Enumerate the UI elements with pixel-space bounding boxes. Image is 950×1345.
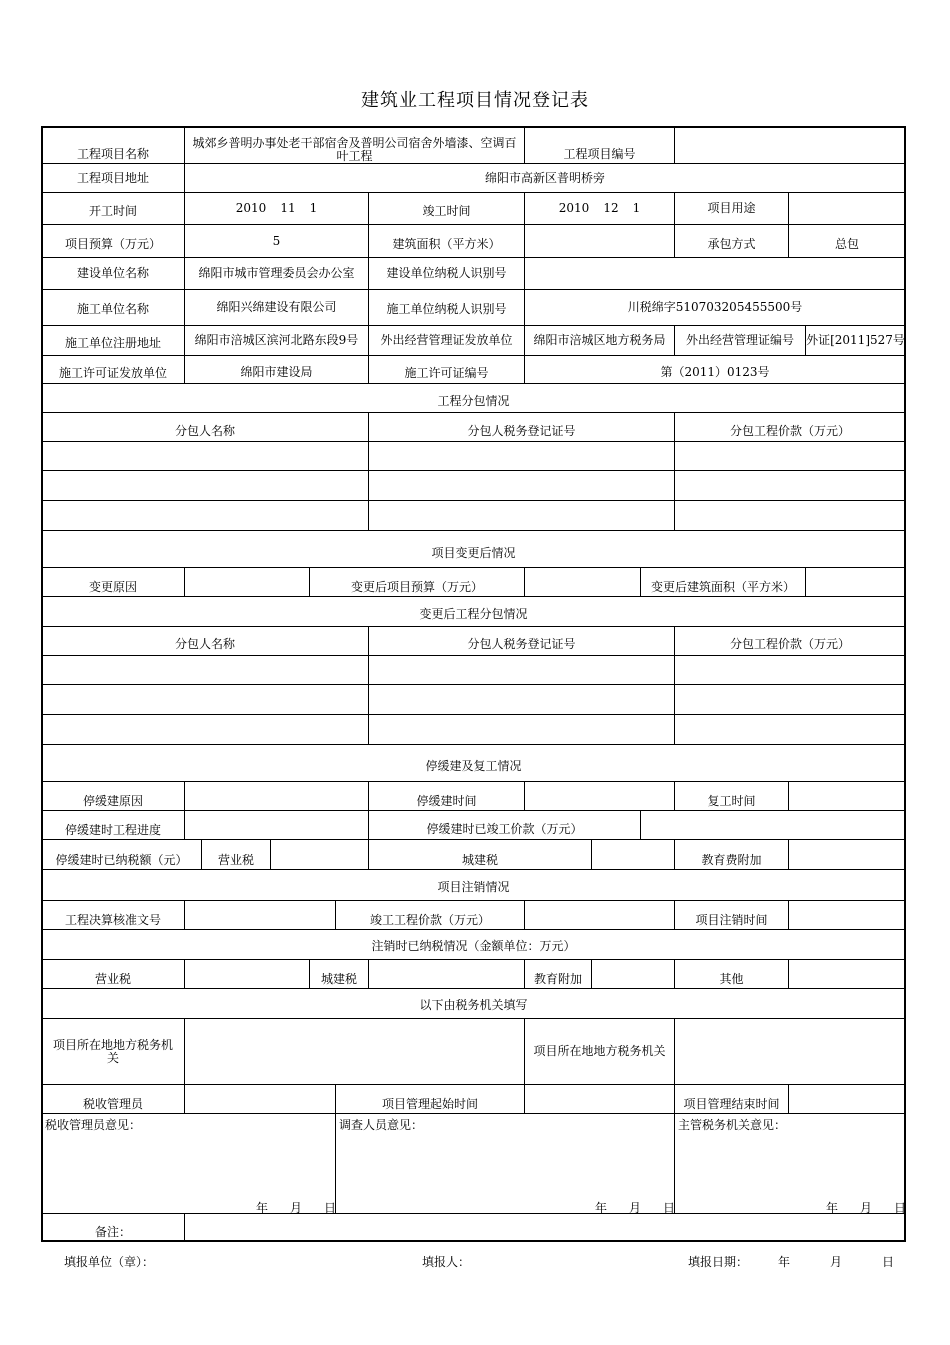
- label-cancel-time: 项目注销时间: [674, 900, 789, 930]
- footer-unit: 填报单位（章）：: [64, 1255, 155, 1269]
- label-owner-name: 建设单位名称: [41, 257, 185, 290]
- value-suspend-business-tax[interactable]: [270, 839, 369, 870]
- authority-month: 月: [860, 1201, 873, 1215]
- end-month: 12: [603, 201, 619, 215]
- sub-row-3-tax[interactable]: [368, 500, 675, 531]
- changed-sub-row-2-price[interactable]: [674, 684, 906, 715]
- value-suspend-city-tax[interactable]: [591, 839, 675, 870]
- start-year: 2010: [235, 201, 267, 215]
- value-resume-time[interactable]: [788, 781, 906, 811]
- label-budget: 项目预算（万元）: [41, 224, 185, 258]
- value-changed-budget[interactable]: [524, 567, 641, 597]
- footer-person: 填报人：: [422, 1255, 471, 1269]
- label-tax-officer: 税收管理员: [41, 1084, 185, 1114]
- label-permit-no: 施工许可证编号: [368, 355, 525, 384]
- header-sub-tax-no: 分包人税务登记证号: [368, 412, 675, 442]
- authority-day: 日: [894, 1201, 907, 1215]
- value-suspend-reason[interactable]: [184, 781, 369, 811]
- footer-month: 月: [830, 1255, 843, 1269]
- header-changed-sub-name: 分包人名称: [41, 626, 369, 656]
- value-builder-tax-id[interactable]: 川税绵字510703205455500号: [524, 289, 906, 326]
- label-suspend-business-tax: 营业税: [201, 839, 271, 870]
- changed-sub-row-1-name[interactable]: [41, 655, 369, 685]
- label-suspend-tax-paid: 停缓建时已纳税额（元）: [41, 839, 202, 870]
- label-suspend-completed-price: 停缓建时已竣工价款（万元）: [368, 810, 641, 840]
- label-project-name: 工程项目名称: [41, 126, 185, 164]
- header-sub-price: 分包工程价款（万元）: [674, 412, 906, 442]
- label-suspend-city-tax: 城建税: [368, 839, 592, 870]
- label-investigator-opinion: 调查人员意见：: [339, 1118, 424, 1132]
- changed-sub-row-2-name[interactable]: [41, 684, 369, 715]
- footer-date-label: 填报日期：: [688, 1255, 749, 1269]
- value-change-reason[interactable]: [184, 567, 310, 597]
- label-suspend-progress: 停缓建时工程进度: [41, 810, 185, 840]
- section-cancel: 项目注销情况: [41, 869, 906, 901]
- start-day: 1: [309, 201, 318, 215]
- sub-row-2-price[interactable]: [674, 470, 906, 501]
- label-cancel-business-tax: 营业税: [41, 959, 185, 989]
- officer-year: 年: [256, 1201, 269, 1215]
- value-local-tax-office-2[interactable]: [674, 1018, 906, 1085]
- label-start-date: 开工时间: [41, 192, 185, 225]
- changed-sub-row-3-price[interactable]: [674, 714, 906, 745]
- sub-row-3-name[interactable]: [41, 500, 369, 531]
- value-suspend-progress[interactable]: [184, 810, 369, 840]
- label-builder-tax-id: 施工单位纳税人识别号: [368, 289, 525, 326]
- section-change: 项目变更后情况: [41, 530, 906, 568]
- value-suspend-time[interactable]: [524, 781, 675, 811]
- value-suspend-edu[interactable]: [788, 839, 906, 870]
- value-mgmt-start[interactable]: [524, 1084, 675, 1114]
- value-builder-reg-addr[interactable]: 绵阳市涪城区滨河北路东段9号: [184, 325, 369, 356]
- label-floor-area: 建筑面积（平方米）: [368, 224, 525, 258]
- value-project-address[interactable]: 绵阳市高新区普明桥旁: [184, 163, 906, 193]
- value-completed-price[interactable]: [524, 900, 675, 930]
- end-year: 2010: [558, 201, 590, 215]
- section-cancel-tax: 注销时已纳税情况（金额单位：万元）: [41, 929, 906, 960]
- footer-day: 日: [882, 1255, 895, 1269]
- label-builder-name: 施工单位名称: [41, 289, 185, 326]
- label-cancel-city-tax: 城建税: [309, 959, 369, 989]
- label-suspend-time: 停缓建时间: [368, 781, 525, 811]
- value-budget[interactable]: 5: [184, 224, 369, 258]
- sub-row-1-price[interactable]: [674, 441, 906, 471]
- value-remarks[interactable]: [184, 1213, 906, 1242]
- label-contract-method: 承包方式: [674, 224, 789, 258]
- header-sub-name: 分包人名称: [41, 412, 369, 442]
- authority-year: 年: [826, 1201, 839, 1215]
- officer-day: 日: [324, 1201, 337, 1215]
- value-builder-name[interactable]: 绵阳兴绵建设有限公司: [184, 289, 369, 326]
- value-start-date[interactable]: [184, 192, 369, 225]
- value-project-no[interactable]: [674, 126, 906, 164]
- value-changed-area[interactable]: [805, 567, 906, 597]
- value-cancel-city-tax[interactable]: [368, 959, 525, 989]
- section-changed-sub: 变更后工程分包情况: [41, 596, 906, 627]
- sub-row-3-price[interactable]: [674, 500, 906, 531]
- section-suspend: 停缓建及复工情况: [41, 744, 906, 782]
- investigator-year: 年: [595, 1201, 608, 1215]
- value-cert-no[interactable]: 外证[2011]527号: [805, 325, 906, 356]
- value-floor-area[interactable]: [524, 224, 675, 258]
- value-permit-issuer[interactable]: 绵阳市建设局: [184, 355, 369, 384]
- value-cert-issuer[interactable]: 绵阳市涪城区地方税务局: [524, 325, 675, 356]
- start-month: 11: [280, 201, 296, 215]
- sub-row-1-tax[interactable]: [368, 441, 675, 471]
- officer-month: 月: [290, 1201, 303, 1215]
- label-cert-issuer: 外出经营管理证发放单位: [368, 325, 525, 356]
- label-changed-budget: 变更后项目预算（万元）: [309, 567, 525, 597]
- header-changed-sub-tax-no: 分包人税务登记证号: [368, 626, 675, 656]
- changed-sub-row-1-price[interactable]: [674, 655, 906, 685]
- section-subcontract: 工程分包情况: [41, 383, 906, 413]
- value-owner-name[interactable]: 绵阳市城市管理委员会办公室: [184, 257, 369, 290]
- label-permit-issuer: 施工许可证发放单位: [41, 355, 185, 384]
- sub-row-1-name[interactable]: [41, 441, 369, 471]
- label-cancel-edu: 教育附加: [524, 959, 592, 989]
- label-authority-opinion: 主管税务机关意见：: [678, 1118, 787, 1132]
- label-officer-opinion: 税收管理员意见：: [45, 1118, 142, 1132]
- sub-row-2-tax[interactable]: [368, 470, 675, 501]
- value-permit-no[interactable]: 第（2011）0123号: [524, 355, 906, 384]
- value-contract-method[interactable]: 总包: [788, 224, 906, 258]
- label-resume-time: 复工时间: [674, 781, 789, 811]
- label-change-reason: 变更原因: [41, 567, 185, 597]
- label-suspend-edu: 教育费附加: [674, 839, 789, 870]
- value-project-name[interactable]: 城郊乡普明办事处老干部宿舍及普明公司宿舍外墙漆、空调百叶工程: [184, 126, 525, 164]
- investigator-day: 日: [663, 1201, 676, 1215]
- changed-sub-row-1-tax[interactable]: [368, 655, 675, 685]
- value-project-use[interactable]: [788, 192, 906, 225]
- label-owner-tax-id: 建设单位纳税人识别号: [368, 257, 525, 290]
- label-suspend-reason: 停缓建原因: [41, 781, 185, 811]
- label-local-tax-office: 项目所在地地方税务机关: [41, 1018, 185, 1085]
- label-project-no: 工程项目编号: [524, 126, 675, 164]
- value-local-tax-office-1[interactable]: [184, 1018, 525, 1085]
- end-day: 1: [632, 201, 641, 215]
- label-end-date: 竣工时间: [368, 192, 525, 225]
- changed-sub-row-2-tax[interactable]: [368, 684, 675, 715]
- footer-year: 年: [778, 1255, 791, 1269]
- value-suspend-completed-price[interactable]: [640, 810, 906, 840]
- label-settlement-doc: 工程决算核准文号: [41, 900, 185, 930]
- label-cert-no: 外出经营管理证编号: [674, 325, 806, 356]
- label-completed-price: 竣工工程价款（万元）: [335, 900, 525, 930]
- section-tax-office: 以下由税务机关填写: [41, 988, 906, 1019]
- sub-row-2-name[interactable]: [41, 470, 369, 501]
- label-cancel-other: 其他: [674, 959, 789, 989]
- label-project-address: 工程项目地址: [41, 163, 185, 193]
- label-changed-area: 变更后建筑面积（平方米）: [640, 567, 806, 597]
- value-cancel-edu[interactable]: [591, 959, 675, 989]
- label-mgmt-end: 项目管理结束时间: [674, 1084, 789, 1114]
- value-end-date[interactable]: [524, 192, 675, 225]
- page-title: 建筑业工程项目情况登记表: [361, 90, 589, 111]
- value-settlement-doc[interactable]: [184, 900, 336, 930]
- changed-sub-row-3-tax[interactable]: [368, 714, 675, 745]
- investigator-month: 月: [629, 1201, 642, 1215]
- value-cancel-time[interactable]: [788, 900, 906, 930]
- header-changed-sub-price: 分包工程价款（万元）: [674, 626, 906, 656]
- value-tax-officer[interactable]: [184, 1084, 336, 1114]
- value-mgmt-end[interactable]: [788, 1084, 906, 1114]
- label-remarks: 备注：: [41, 1213, 185, 1242]
- label-local-tax-office-2: 项目所在地地方税务机关: [524, 1018, 675, 1085]
- label-builder-reg-addr: 施工单位注册地址: [41, 325, 185, 356]
- label-project-use: 项目用途: [674, 192, 789, 225]
- value-cancel-business-tax[interactable]: [184, 959, 310, 989]
- value-cancel-other[interactable]: [788, 959, 906, 989]
- changed-sub-row-3-name[interactable]: [41, 714, 369, 745]
- value-owner-tax-id[interactable]: [524, 257, 906, 290]
- label-mgmt-start: 项目管理起始时间: [335, 1084, 525, 1114]
